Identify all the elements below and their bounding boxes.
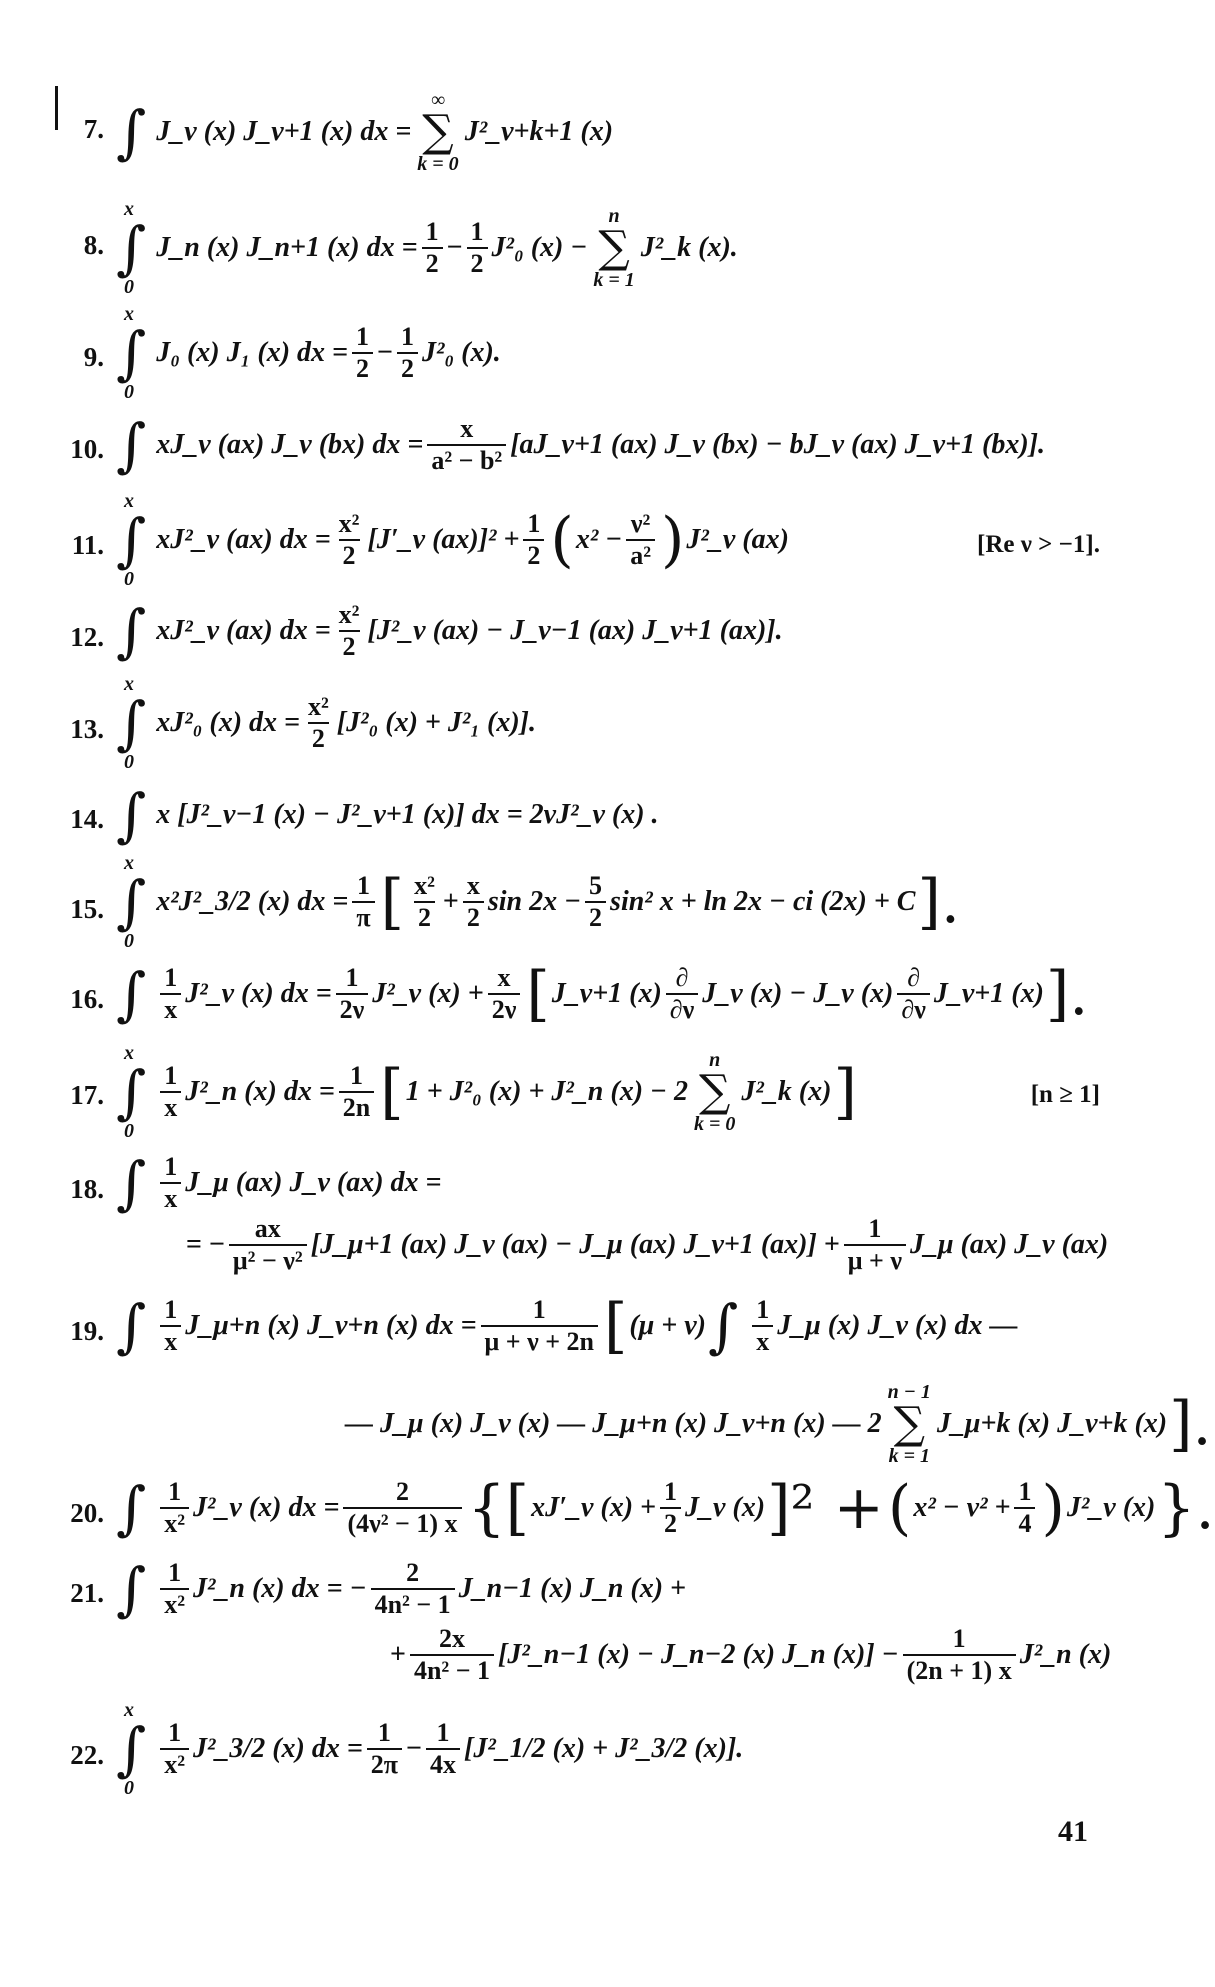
rhs-tail: [aJ_ν+1 (ax) J_ν (bx) − bJ_ν (ax) J_ν+1 (bx)]. (510, 429, 1046, 460)
fraction (410, 873, 439, 931)
upper-limit: x (124, 852, 134, 874)
fraction (752, 1297, 773, 1355)
denominator: 2 (352, 352, 373, 382)
denominator: 2ν (336, 993, 369, 1023)
paren-close: ) (661, 505, 685, 575)
lower-limit: 0 (124, 930, 134, 952)
sum-upper: n (709, 1049, 721, 1071)
upper-limit: x (124, 198, 134, 220)
integrand: J²_ν (x) dx = (185, 978, 332, 1009)
rhs: J²_ν (x) + (372, 978, 484, 1009)
formula-number: 9. (83, 342, 104, 372)
rhs: [J_μ+1 (ax) J_ν (ax) − J_μ (ax) J_ν+1 (ax)] + (310, 1229, 840, 1260)
denominator: x² (160, 1507, 189, 1537)
formula-number: 10. (70, 434, 104, 464)
bracket-open: [ (603, 1291, 628, 1361)
formula-number: 12. (70, 622, 104, 652)
integrand: xJ²₀ (x) dx = (156, 707, 300, 738)
numerator: 1 (164, 1152, 178, 1181)
fraction (160, 1720, 189, 1778)
denominator: 2 (308, 722, 329, 752)
numerator: 1 (1018, 1477, 1032, 1506)
denominator: 4n² − 1 (410, 1654, 494, 1684)
formula-expression (114, 959, 1120, 1029)
rhs: [J²_n−1 (x) − J_n−2 (x) J_n (x)] − (498, 1639, 899, 1670)
upper-limit: x (124, 303, 134, 325)
fraction (427, 416, 506, 474)
rhs-tail: [J²₀ (x) + J²₁ (x)]. (336, 707, 536, 738)
sum-lower: k = 0 (417, 153, 459, 175)
rhs-tail: J_n−1 (x) J_n (x) + (458, 1573, 687, 1604)
rhs-tail: [J²_1/2 (x) + J²_3/2 (x)]. (464, 1733, 744, 1764)
formula-number: 13. (70, 714, 104, 744)
numerator: x² (307, 692, 329, 721)
numerator: 2 (406, 1558, 420, 1587)
integral-sign: ∫ x 0 (116, 198, 147, 298)
formula-expression (114, 597, 1120, 665)
formula-continuation (390, 1626, 1111, 1684)
denominator: 2 (660, 1507, 681, 1537)
sum-lower: k = 0 (693, 1113, 736, 1135)
rhs-tail: J_μ+k (x) J_ν+k (x) (936, 1408, 1168, 1439)
rhs: — J_μ (x) J_ν (x) — J_μ+n (x) J_ν+n (x) — 2 (345, 1408, 882, 1439)
denominator: 2 (422, 247, 443, 277)
integrand: xJ²_ν (ax) dx = (156, 615, 331, 646)
inner-expression: x² − ν² + (913, 1492, 1011, 1523)
fraction (844, 1216, 906, 1274)
numerator: 1 (168, 1477, 182, 1506)
paren-open: ( (550, 505, 574, 575)
numerator: ∂ (675, 963, 689, 992)
paren-close: ) (1041, 1473, 1065, 1543)
formula-expression (114, 673, 1120, 773)
integrand: J²_ν (x) dx = (193, 1492, 340, 1523)
integral-sign: ∫ (116, 960, 147, 1028)
operator: − (406, 1733, 423, 1764)
operator: − (377, 337, 393, 368)
formula-continuation (186, 1216, 1108, 1274)
numerator: ∂ (907, 963, 921, 992)
numerator: 2x (439, 1624, 465, 1653)
numerator: ax (254, 1214, 281, 1243)
bracket-close: ]. (917, 867, 960, 937)
upper-limit: x (124, 490, 134, 512)
denominator: 4 (1014, 1507, 1035, 1537)
formula-number: 21. (70, 1578, 104, 1608)
numerator: x (466, 871, 480, 900)
denominator: (2n + 1) x (903, 1654, 1016, 1684)
rhs-tail: J²_n (x) (1019, 1639, 1112, 1670)
fraction (160, 1063, 181, 1121)
numerator: 1 (164, 1295, 178, 1324)
integral-sign: ∫ (116, 98, 147, 166)
integral-sign: ∫ (116, 1555, 147, 1623)
fraction (585, 873, 606, 931)
integrand: J_ν (x) J_ν+1 (x) dx = (156, 116, 412, 147)
page-number: 41 (1058, 1815, 1088, 1848)
formula-number: 14. (70, 804, 104, 834)
condition: [Re ν > −1]. (977, 531, 1100, 558)
rhs-tail: J²_k (x). (640, 232, 738, 263)
numerator: 1 (377, 1718, 391, 1747)
numerator: 1 (400, 322, 414, 351)
bracket-open: [ (380, 867, 405, 937)
numerator: 1 (350, 1061, 364, 1090)
formula-number: 7. (83, 114, 104, 144)
numerator: 1 (164, 1061, 178, 1090)
integrand: x²J²_3/2 (x) dx = (156, 886, 349, 917)
numerator: 2 (395, 1477, 409, 1506)
upper-limit: x (124, 1699, 134, 1721)
formula-expression (114, 781, 1120, 849)
denominator: 2π (367, 1748, 402, 1778)
denominator: x (160, 1091, 181, 1121)
formula-expression (114, 1699, 1120, 1799)
formula-expression (114, 90, 1120, 174)
fraction (367, 1720, 402, 1778)
numerator: 1 (168, 1558, 182, 1587)
numerator: 1 (868, 1214, 882, 1243)
integral-sign: ∫ x 0 (116, 673, 147, 773)
denominator: π (352, 901, 374, 931)
denominator: 4x (426, 1748, 460, 1778)
denominator: 2 (339, 630, 360, 660)
denominator: μ² − ν² (229, 1244, 307, 1274)
formula-number: 8. (83, 230, 104, 260)
integrand: J²_n (x) dx = − (193, 1573, 367, 1604)
rhs-tail: J_μ (ax) J_ν (ax) (909, 1229, 1109, 1260)
numerator: 1 (470, 217, 484, 246)
fraction (160, 1560, 189, 1618)
formula-expression (114, 852, 1120, 952)
numerator: ν² (630, 509, 651, 538)
numerator: 1 (664, 1477, 677, 1506)
summation (694, 1050, 735, 1134)
denominator: (4ν² − 1) x (343, 1507, 461, 1537)
fraction (371, 1560, 455, 1618)
numerator: x² (338, 600, 360, 629)
denominator: 2n (339, 1091, 374, 1121)
fraction (666, 965, 698, 1023)
denominator: x² (160, 1588, 189, 1618)
bracket-open: [ (380, 1057, 404, 1127)
lower-limit: 0 (124, 751, 134, 773)
margin-mark (55, 86, 58, 130)
formula-expression (114, 1555, 1120, 1623)
bracket-mid: ]² + (767, 1473, 884, 1543)
sigma-icon: ∑ (698, 1066, 731, 1117)
denominator: 2 (585, 901, 606, 931)
fraction (335, 602, 364, 660)
fraction (897, 965, 929, 1023)
sum-lower: k = 1 (888, 1445, 930, 1467)
integral-sign: ∫ (116, 1292, 147, 1360)
numerator: 1 (164, 963, 178, 992)
integral-sign: ∫ (708, 1292, 739, 1360)
formula-expression (114, 1149, 1120, 1217)
sigma-icon: ∑ (598, 222, 630, 273)
denominator: 2 (414, 901, 435, 931)
formula-expression (114, 411, 1120, 479)
formula-expression (114, 490, 1120, 590)
integral-sign: ∫ x 0 (116, 852, 147, 952)
sum-upper: ∞ (430, 89, 446, 111)
rhs: [J′_ν (ax)]² + (367, 524, 520, 555)
integral-sign: ∫ x 0 (116, 303, 147, 403)
rhs-part: J_ν+1 (x) (551, 978, 662, 1009)
denominator: 2 (463, 901, 484, 931)
rhs: J²₀ (x) − (491, 232, 588, 263)
rhs-tail: J_μ (x) J_ν (x) dx — (777, 1310, 1018, 1341)
rhs-part: J_ν (x) (685, 1492, 766, 1523)
fraction (160, 965, 181, 1023)
numerator: x (497, 963, 511, 992)
integrand: xJ²_ν (ax) dx = (156, 524, 331, 555)
formula-expression (114, 198, 1120, 298)
denominator: a² (626, 539, 655, 569)
upper-limit: x (124, 1042, 134, 1064)
integrand: J²_3/2 (x) dx = (193, 1733, 363, 1764)
numerator: 1 (168, 1718, 182, 1747)
fraction (488, 965, 521, 1023)
sigma-icon: ∑ (893, 1398, 925, 1449)
fraction (463, 873, 484, 931)
summation (417, 90, 458, 174)
fraction (304, 694, 333, 752)
formula-continuation (345, 1382, 1214, 1466)
integral-sign: ∫ (116, 781, 147, 849)
operator: + (442, 886, 459, 917)
bracket-close: ]. (1045, 959, 1089, 1029)
fraction (343, 1479, 461, 1537)
fraction (229, 1216, 307, 1274)
numerator: 5 (589, 871, 603, 900)
rhs-tail: sin² x + ln 2x − ci (2x) + C (610, 886, 916, 917)
sum-upper: n (608, 205, 620, 227)
fraction (626, 511, 655, 569)
bracket-open: {[ (467, 1473, 530, 1543)
fraction (422, 219, 443, 277)
integrand: J₀ (x) J₁ (x) dx = (156, 337, 348, 368)
fraction (397, 324, 418, 382)
fraction (160, 1154, 181, 1212)
denominator: ∂ν (666, 993, 698, 1023)
fraction (352, 873, 374, 931)
formula-number: 15. (70, 894, 104, 924)
denominator: 2 (523, 539, 544, 569)
rhs-part: J_ν+1 (x) (933, 978, 1044, 1009)
numerator: 1 (532, 1295, 546, 1324)
fraction (660, 1479, 681, 1537)
fraction (481, 1297, 598, 1355)
fraction (523, 511, 544, 569)
fraction (335, 511, 364, 569)
rhs-tail: J²_ν (ax) (686, 524, 789, 555)
summation (593, 206, 634, 290)
rhs: 1 + J²₀ (x) + J²_n (x) − 2 (405, 1076, 688, 1107)
bracket-close: ]. (1169, 1389, 1212, 1459)
denominator: a² − b² (427, 444, 506, 474)
fraction (339, 1063, 374, 1121)
integrand: xJ_ν (ax) J_ν (bx) dx = (156, 429, 424, 460)
bracket-close: ] (833, 1057, 857, 1127)
denominator: x (752, 1325, 773, 1355)
paren-open: ( (887, 1473, 912, 1543)
bracket-open: [ (526, 959, 550, 1029)
rhs-part: J_ν (x) − J_ν (x) (702, 978, 894, 1009)
summation (888, 1382, 931, 1466)
numerator: x² (414, 871, 435, 900)
numerator: 1 (527, 509, 541, 538)
numerator: 1 (436, 1718, 450, 1747)
formula-expression (114, 1042, 1120, 1142)
denominator: x (160, 993, 181, 1023)
formula-number: 22. (70, 1740, 104, 1770)
formula-expression (114, 303, 1120, 403)
lower-limit: 0 (124, 276, 134, 298)
formula-number: 19. (70, 1316, 104, 1346)
rhs: J²_ν+k+1 (x) (464, 116, 614, 147)
fraction (160, 1297, 181, 1355)
sigma-icon: ∑ (422, 106, 454, 157)
denominator: x (160, 1325, 181, 1355)
lower-limit: 0 (124, 381, 134, 403)
integral-sign: ∫ x 0 (116, 1042, 147, 1142)
integrand: J_μ (ax) J_ν (ax) dx = (185, 1167, 442, 1198)
fraction (352, 324, 373, 382)
integral-sign: ∫ (116, 597, 147, 665)
fraction (467, 219, 488, 277)
numerator: x² (338, 509, 360, 538)
rhs-tail: [J²_ν (ax) − J_ν−1 (ax) J_ν+1 (ax)]. (367, 615, 783, 646)
rhs-tail: J²₀ (x). (421, 337, 501, 368)
numerator: 1 (756, 1295, 770, 1324)
numerator: 1 (345, 963, 359, 992)
integrand: x [J²_ν−1 (x) − J²_ν+1 (x)] dx = 2νJ²_ν (x) . (156, 799, 659, 830)
formula-number: 11. (71, 530, 104, 560)
rhs: xJ′_ν (x) + (531, 1492, 656, 1523)
sum-upper: n − 1 (887, 1381, 931, 1403)
denominator: x² (160, 1748, 189, 1778)
fraction (336, 965, 369, 1023)
integral-sign: ∫ (116, 1474, 147, 1542)
fraction (160, 1479, 189, 1537)
denominator: ∂ν (897, 993, 929, 1023)
integral-sign: ∫ (116, 411, 147, 479)
numerator: x (460, 414, 474, 443)
integrand: J²_n (x) dx = (185, 1076, 335, 1107)
denominator: 2 (397, 352, 418, 382)
formula-expression (114, 1473, 1215, 1543)
integral-sign: ∫ x 0 (116, 490, 147, 590)
numerator: 1 (952, 1624, 966, 1653)
denominator: x (160, 1182, 181, 1212)
integral-sign: ∫ x 0 (116, 1699, 147, 1799)
formula-number: 16. (70, 984, 104, 1014)
fraction (903, 1626, 1016, 1684)
numerator: 1 (357, 871, 371, 900)
numerator: 1 (425, 217, 439, 246)
denominator: 2 (467, 247, 488, 277)
condition: [n ≥ 1] (1030, 1081, 1100, 1108)
denominator: μ + ν (844, 1244, 906, 1274)
lower-limit: 0 (124, 568, 134, 590)
lower-limit: 0 (124, 1120, 134, 1142)
operator: = − (186, 1229, 225, 1260)
formula-number: 18. (70, 1174, 104, 1204)
denominator: μ + ν + 2n (481, 1325, 598, 1355)
numerator: 1 (356, 322, 369, 351)
integrand: J_n (x) J_n+1 (x) dx = (156, 232, 418, 263)
denominator: 2ν (488, 993, 521, 1023)
rhs-tail: J²_ν (x) (1066, 1492, 1156, 1523)
lower-limit: 0 (124, 1777, 134, 1799)
operator: + (390, 1639, 406, 1670)
formula-number: 20. (70, 1498, 104, 1528)
formula-expression (114, 1291, 1120, 1361)
rhs-tail: J²_k (x) (741, 1076, 832, 1107)
fraction (426, 1720, 460, 1778)
sum-lower: k = 1 (593, 269, 635, 291)
rhs: sin 2x − (487, 886, 582, 917)
fraction (1014, 1479, 1035, 1537)
denominator: 2 (339, 539, 360, 569)
integrand: J_μ+n (x) J_ν+n (x) dx = (185, 1310, 477, 1341)
inner-expression: x² − (575, 524, 623, 555)
integral-sign: ∫ (116, 1149, 147, 1217)
formula-number: 17. (70, 1080, 104, 1110)
upper-limit: x (124, 673, 134, 695)
operator: − (446, 232, 463, 263)
denominator: 4n² − 1 (371, 1588, 455, 1618)
fraction (410, 1626, 494, 1684)
bracket-close: }. (1157, 1473, 1215, 1543)
rhs: (μ + ν) (629, 1310, 707, 1341)
